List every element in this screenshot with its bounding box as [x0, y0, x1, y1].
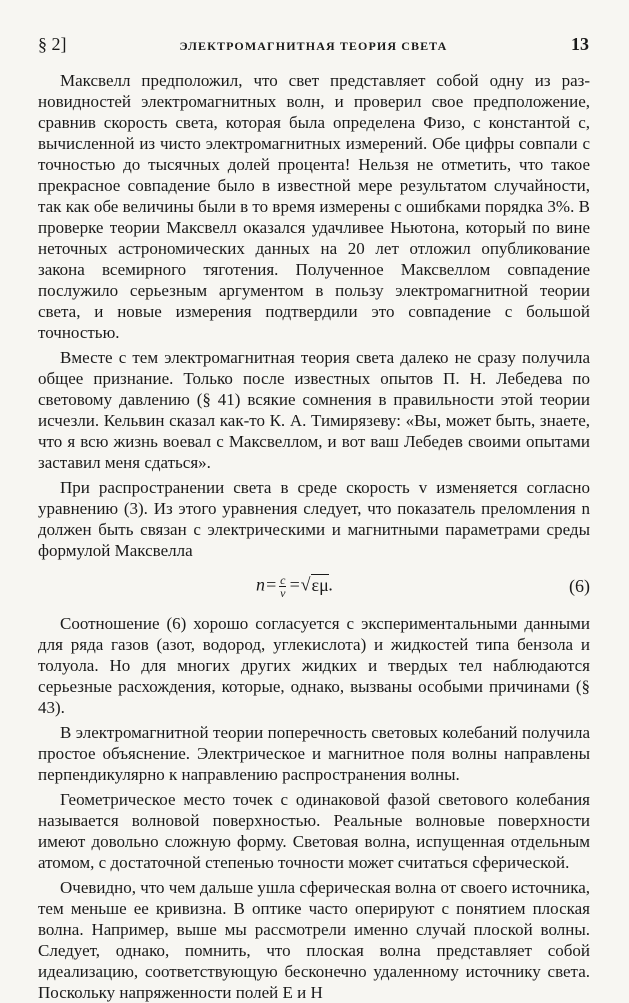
paragraph: Соотношение (6) хорошо согласуется с экспериментальными данными для ряда газов (азот, водород, углекислота) и жидкостей типа бензола и толуола. Но для многих других жидких и твердых тел наблюдаются серьезные расхождения, которые, однако, вызваны особыми причинами (§ 43). [38, 614, 590, 717]
sqrt-icon: √εμ [300, 574, 329, 595]
running-header [38, 34, 589, 58]
page-number: 13 [571, 34, 589, 54]
paragraph: Очевидно, что чем дальше ушла сферическая волна от своего источника, тем меньше ее кривизна. В оптике часто оперируют с понятием плоская волна. Например, выше мы рассмотрели именно случай плоской волны. Следует, однако, помнить, что плоская волна представляет собой идеализацию, соответствующую бесконечно удаленному источнику света. Поскольку напряженности полей E и H [38, 878, 590, 1002]
paragraph: При распространении света в среде скорость v изменяется согласно уравнению (3). Из этого уравнения следует, что показатель преломления n должен быть связан с электрическими и магнитными параметрами среды формулой Максвелла [38, 478, 590, 560]
formula-denominator: v [280, 586, 286, 600]
paragraph: Геометрическое место точек с одинаковой фазой светового колебания называется волновой поверхностью. Реальные волновые поверхности имеют довольно сложную форму. Световая волна, испущенная отдельным атомом, с достаточной степенью точности может считаться сферической. [38, 790, 590, 872]
paragraph: Максвелл предположил, что свет представляет собой одну из разновидностей электромагнитных волн, и проверил свое предположение, сравнив скорость света, которая была определена Физо, с константой c, вычисленной из чисто электромагнитных измерений. Обе цифры совпали с точностью до тысячных долей процента! Нельзя не отметить, что такое прекрасное совпадение было в известной мере результатом случайности, так как обе величины были в то время измерены с ошибками порядка 3%. В проверке теории Максвелл оказался удачливее Ньютона, который по вине неточных астрономических данных на 20 лет отложил опубликование закона всемирного тяготения. Полученное Максвеллом совпадение послужило серьезным аргументом в пользу электромагнитной теории света, и новые измерения подтвердили это совпадение с большой точностью. [38, 71, 590, 342]
formula-lhs: n [256, 574, 265, 595]
formula-period: . [328, 574, 334, 595]
formula-fraction [279, 574, 286, 599]
running-title: ЭЛЕКТРОМАГНИТНАЯ ТЕОРИЯ СВЕТА [179, 39, 448, 53]
formula-radicand: εμ [311, 574, 329, 595]
section-mark: § 2] [38, 34, 67, 54]
formula-numerator: c [280, 573, 286, 587]
formula-equals: = [265, 574, 278, 595]
formula-number: (6) [569, 576, 590, 596]
paragraph: В электромагнитной теории поперечность световых колебаний получила простое объяснение. Электрическое и магнитное поля волны направлены перпендикулярно к направлению распространения волны. [38, 723, 590, 784]
paragraph: Вместе с тем электромагнитная теория света далеко не сразу получила общее признание. Только после известных опытов П. Н. Лебедева по световому давлению (§ 41) всякие сомнения в правильности этой теории исчезли. Кельвин сказал как-то К. А. Тимирязеву: «Вы, может быть, знаете, что я всю жизнь воевал с Максвеллом, и вот ваш Лебедев своими опытами заставил меня сдаться». [38, 348, 590, 472]
formula-expression [256, 574, 333, 599]
maxwell-formula [38, 568, 590, 610]
formula-equals-2: = [288, 574, 301, 595]
page-body [38, 70, 590, 1003]
